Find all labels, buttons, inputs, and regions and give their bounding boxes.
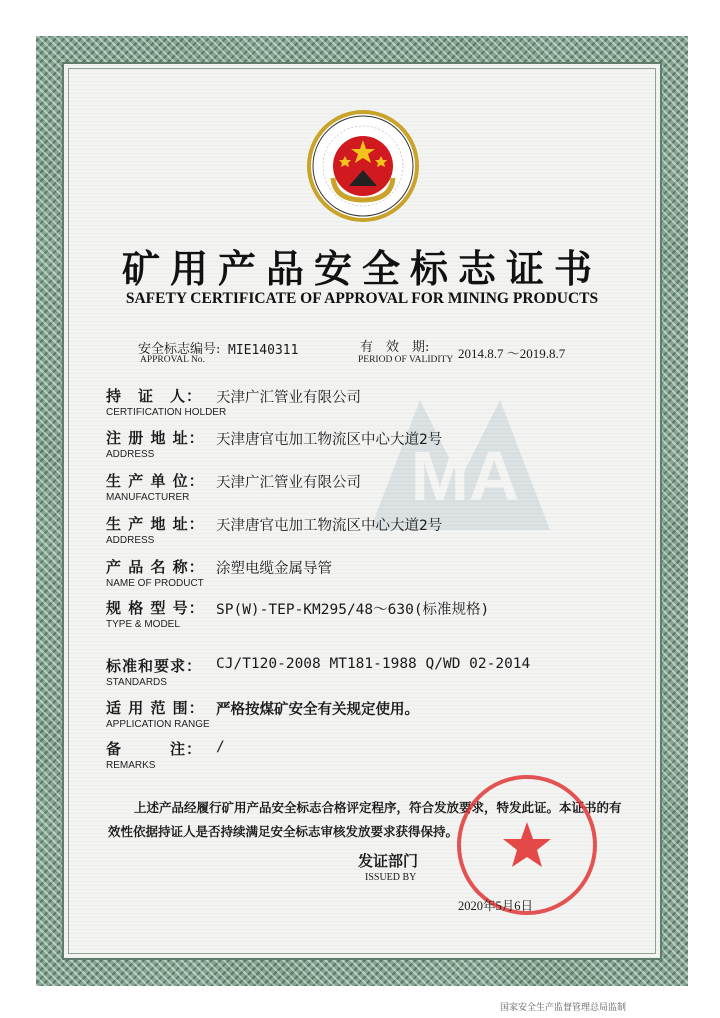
field-value: 天津唐官屯加工物流区中心大道2号 bbox=[216, 518, 443, 534]
field-value: 涂塑电缆金属导管 bbox=[216, 561, 332, 577]
field-value: 天津唐官屯加工物流区中心大道2号 bbox=[216, 432, 443, 448]
approval-number: MIE140311 bbox=[228, 343, 299, 358]
state-administration-emblem-icon bbox=[305, 108, 421, 224]
field-value: CJ/T120-2008 MT181-1988 Q/WD 02-2014 bbox=[216, 656, 531, 672]
field-label: 生 产 单 位： bbox=[106, 472, 205, 490]
certificate-title: 矿用产品安全标志证书 bbox=[121, 246, 602, 291]
certificate-statement: 上述产品经履行矿用产品安全标志合格评定程序，符合发放要求，特发此证。本证书的有效性依据持证人是否持续满足安全标志审核发放要求获得保持。 bbox=[108, 800, 622, 839]
field-label: 标准和要求： bbox=[106, 657, 203, 675]
issued-by-label-en: ISSUED BY bbox=[365, 872, 417, 883]
field-label: 适 用 范 围： bbox=[106, 699, 205, 717]
field-label-en: MANUFACTURER bbox=[106, 492, 190, 503]
field-label: 产 品 名 称： bbox=[106, 558, 205, 576]
issued-by-label: 发证部门 bbox=[358, 852, 419, 870]
field-label: 持 证 人： bbox=[106, 387, 203, 405]
field-value: 天津广汇管业有限公司 bbox=[216, 475, 361, 491]
field-label: 规 格 型 号： bbox=[106, 599, 205, 617]
field-label-en: ADDRESS bbox=[106, 535, 155, 546]
approval-label: 安全标志编号: bbox=[138, 342, 221, 357]
issue-date: 2020年5月6日 bbox=[458, 899, 534, 913]
field-value: 严格按煤矿安全有关规定使用。 bbox=[216, 701, 419, 718]
field-label-en: CERTIFICATION HOLDER bbox=[106, 407, 227, 418]
field-label-en: ADDRESS bbox=[106, 449, 155, 460]
field-label: 生 产 地 址： bbox=[106, 515, 205, 533]
field-label-en: STANDARDS bbox=[106, 677, 167, 688]
field-label: 注 册 地 址： bbox=[106, 429, 205, 447]
validity-label-en: PERIOD OF VALIDITY bbox=[358, 355, 454, 365]
svg-text:MA: MA bbox=[410, 437, 520, 515]
field-label-en: APPLICATION RANGE bbox=[106, 719, 210, 730]
field-value: / bbox=[216, 739, 225, 755]
field-value: 天津广汇管业有限公司 bbox=[216, 390, 361, 406]
validity-label: 有 效 期: bbox=[360, 340, 430, 355]
certificate-subtitle: SAFETY CERTIFICATE OF APPROVAL FOR MINING PRODUCTS bbox=[125, 290, 599, 307]
field-value: SP(W)-TEP-KM295/48～630(标准规格) bbox=[216, 602, 490, 618]
field-label-en: REMARKS bbox=[106, 760, 156, 771]
field-label-en: TYPE & MODEL bbox=[106, 619, 180, 630]
field-label: 备 注： bbox=[106, 740, 203, 758]
footer-note: 国家安全生产监督管理总局监制 bbox=[500, 1003, 627, 1013]
field-label-en: NAME OF PRODUCT bbox=[106, 578, 204, 589]
validity-value: 2014.8.7 ～2019.8.7 bbox=[458, 346, 566, 361]
approval-label-en: APPROVAL No. bbox=[140, 355, 205, 365]
